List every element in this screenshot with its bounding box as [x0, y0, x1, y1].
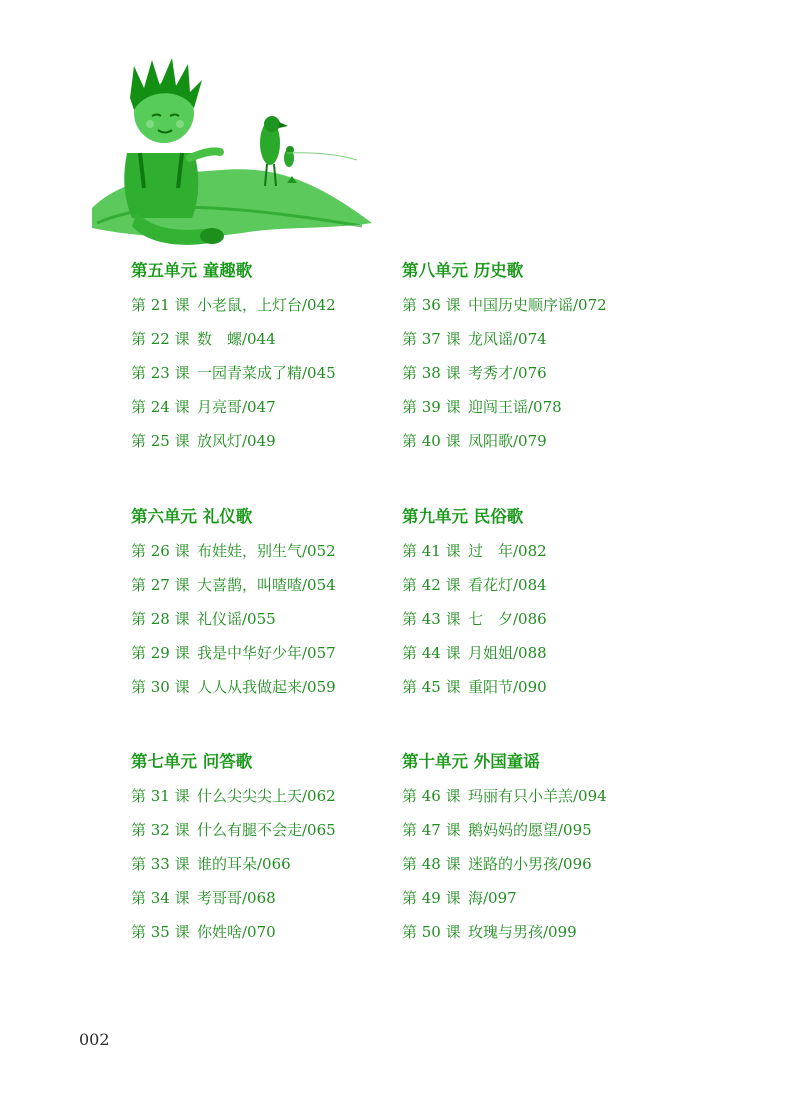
lesson-number: 第 43 课	[402, 610, 461, 628]
unit-title: 第六单元 礼仪歌	[131, 507, 253, 526]
lesson-item	[402, 568, 702, 602]
page-number: 002	[79, 1030, 110, 1049]
lesson-number: 第 28 课	[131, 610, 190, 628]
lesson-number: 第 34 课	[131, 889, 190, 907]
unit-title: 第八单元 历史歌	[402, 261, 524, 280]
unit-section	[402, 745, 702, 949]
lesson-item	[131, 424, 431, 458]
lesson-item	[402, 424, 702, 458]
lesson-title: 什么尖尖尖上天/062	[197, 787, 336, 805]
lesson-title: 考哥哥/068	[197, 889, 276, 907]
lesson-number: 第 38 课	[402, 364, 461, 382]
lesson-number: 第 41 课	[402, 542, 461, 560]
lesson-item	[131, 847, 431, 881]
lesson-number: 第 48 课	[402, 855, 461, 873]
lesson-title: 凤阳歌/079	[468, 432, 547, 450]
lesson-item	[131, 881, 431, 915]
lesson-number: 第 24 课	[131, 398, 190, 416]
girl-and-bird-illustration	[82, 58, 377, 258]
lesson-number: 第 35 课	[131, 923, 190, 941]
lesson-title: 玫瑰与男孩/099	[468, 923, 577, 941]
lesson-title: 海/097	[468, 889, 517, 907]
lesson-number: 第 37 课	[402, 330, 461, 348]
lesson-item	[131, 322, 431, 356]
lesson-number: 第 33 课	[131, 855, 190, 873]
lesson-number: 第 22 课	[131, 330, 190, 348]
lesson-title: 放风灯/049	[197, 432, 276, 450]
lesson-number: 第 25 课	[131, 432, 190, 450]
lesson-item	[131, 602, 431, 636]
lesson-item	[402, 881, 702, 915]
lesson-item	[402, 390, 702, 424]
lesson-number: 第 36 课	[402, 296, 461, 314]
lesson-title: 我是中华好少年/057	[197, 644, 336, 662]
unit-section	[402, 254, 702, 458]
lesson-item	[402, 602, 702, 636]
lesson-item	[131, 670, 431, 704]
lesson-title: 小老鼠，上灯台/042	[197, 296, 336, 314]
lesson-item	[131, 534, 431, 568]
lesson-title: 大喜鹊，叫喳喳/054	[197, 576, 336, 594]
lesson-number: 第 50 课	[402, 923, 461, 941]
lesson-title: 谁的耳朵/066	[197, 855, 291, 873]
lesson-title: 迎闯王谣/078	[468, 398, 562, 416]
lesson-item	[402, 670, 702, 704]
lesson-title: 中国历史顺序谣/072	[468, 296, 607, 314]
lesson-item	[131, 779, 431, 813]
lesson-title: 迷路的小男孩/096	[468, 855, 592, 873]
lesson-item	[402, 288, 702, 322]
lesson-item	[131, 813, 431, 847]
unit-title: 第九单元 民俗歌	[402, 507, 524, 526]
lesson-number: 第 39 课	[402, 398, 461, 416]
lesson-item	[131, 568, 431, 602]
lesson-title: 什么有腿不会走/065	[197, 821, 336, 839]
unit-section	[402, 500, 702, 704]
lesson-title: 看花灯/084	[468, 576, 547, 594]
lesson-number: 第 31 课	[131, 787, 190, 805]
lesson-item	[131, 390, 431, 424]
lesson-item	[131, 356, 431, 390]
lesson-number: 第 42 课	[402, 576, 461, 594]
lesson-number: 第 27 课	[131, 576, 190, 594]
lesson-title: 考秀才/076	[468, 364, 547, 382]
lesson-number: 第 23 课	[131, 364, 190, 382]
lesson-title: 七 夕/086	[468, 610, 547, 628]
lesson-item	[131, 915, 431, 949]
lesson-number: 第 47 课	[402, 821, 461, 839]
unit-title: 第七单元 问答歌	[131, 752, 253, 771]
lesson-item	[131, 288, 431, 322]
lesson-item	[402, 322, 702, 356]
unit-section	[131, 745, 431, 949]
lesson-title: 龙风谣/074	[468, 330, 547, 348]
lesson-number: 第 32 课	[131, 821, 190, 839]
unit-section	[131, 500, 431, 704]
lesson-title: 一园青菜成了精/045	[197, 364, 336, 382]
lesson-title: 玛丽有只小羊羔/094	[468, 787, 607, 805]
lesson-title: 布娃娃，别生气/052	[197, 542, 336, 560]
lesson-item	[402, 847, 702, 881]
lesson-title: 你姓啥/070	[197, 923, 276, 941]
lesson-item	[402, 534, 702, 568]
lesson-number: 第 30 课	[131, 678, 190, 696]
lesson-number: 第 29 课	[131, 644, 190, 662]
lesson-number: 第 26 课	[131, 542, 190, 560]
lesson-number: 第 45 课	[402, 678, 461, 696]
lesson-title: 数 螺/044	[197, 330, 276, 348]
lesson-title: 礼仪谣/055	[197, 610, 276, 628]
lesson-number: 第 21 课	[131, 296, 190, 314]
lesson-title: 过 年/082	[468, 542, 547, 560]
lesson-number: 第 49 课	[402, 889, 461, 907]
lesson-item	[402, 636, 702, 670]
lesson-item	[402, 915, 702, 949]
unit-title: 第十单元 外国童谣	[402, 752, 540, 771]
lesson-title: 鹅妈妈的愿望/095	[468, 821, 592, 839]
lesson-title: 月姐姐/088	[468, 644, 547, 662]
unit-section	[131, 254, 431, 458]
lesson-number: 第 40 课	[402, 432, 461, 450]
lesson-number: 第 44 课	[402, 644, 461, 662]
lesson-item	[402, 813, 702, 847]
unit-title: 第五单元 童趣歌	[131, 261, 253, 280]
lesson-item	[131, 636, 431, 670]
lesson-title: 月亮哥/047	[197, 398, 276, 416]
lesson-number: 第 46 课	[402, 787, 461, 805]
lesson-item	[402, 356, 702, 390]
lesson-title: 人人从我做起来/059	[197, 678, 336, 696]
lesson-title: 重阳节/090	[468, 678, 547, 696]
lesson-item	[402, 779, 702, 813]
